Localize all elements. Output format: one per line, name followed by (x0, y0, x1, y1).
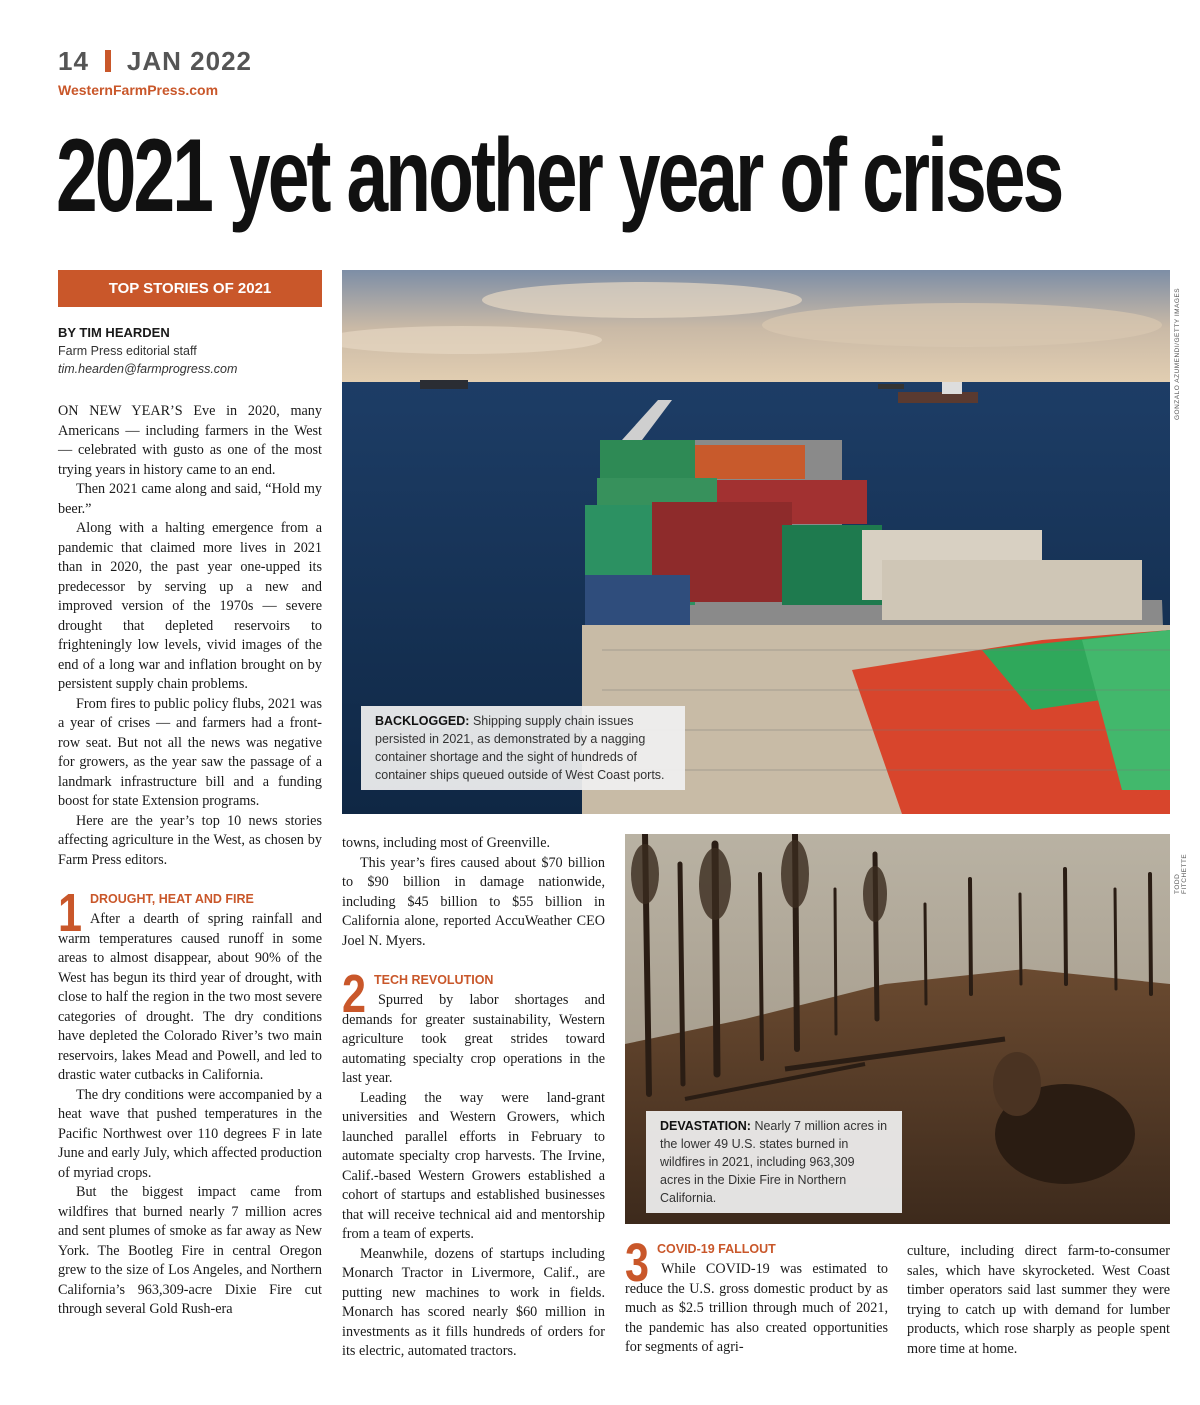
section-kicker: TOP STORIES OF 2021 (58, 270, 322, 307)
page-number: 14 (58, 46, 89, 76)
story-title: COVID-19 FALLOUT (657, 1242, 776, 1256)
photo-credit: TODD FITCHETTE (1174, 853, 1188, 894)
story-3 (625, 1233, 888, 1358)
story-lead: After a dearth of spring rainfall and warm temperatures caused runoff in some areas to almost disappear, about 90% of the West has begun its third year of drought, with close to half the region in the two most severe categories of drought. The dry conditions have depleted the Colorado River’s two main reservoirs, lakes Mead and Powell, and led to drastic water cutbacks in California. (58, 911, 322, 1083)
byline-author: BY TIM HEARDEN (58, 325, 170, 340)
photo-caption (646, 1111, 902, 1213)
story-paragraph: But the biggest impact came from wildfires that burned nearly 7 million acres and sent plumes of smoke as far away as New York. The Bootleg Fire in central Oregon grew to the size of Los Angeles, and Northern California’s 963,309-acre Dixie Fire cut through several Gold Rush-era (58, 1184, 322, 1317)
story-paragraph: Meanwhile, dozens of startups including Monarch Tractor in Livermore, Calif., are putting new machines to work in fields. Monarch has scored nearly $60 million in investments as it fills hundreds of orders for its electric, automated tractors. (342, 1245, 605, 1359)
story-2 (342, 964, 605, 1362)
column-1 (58, 402, 322, 1320)
story-title: DROUGHT, HEAT AND FIRE (90, 892, 254, 906)
story-lead: Spurred by labor shortages and demands for greater sustainability, Western agriculture took great strides toward automating specialty crop operations in the last year. (342, 992, 605, 1086)
story-number: 3 (625, 1233, 650, 1293)
intro-paragraph: From fires to public policy flubs, 2021 was a year of crises — and farmers had a front-row seat. But not all the news was negative for growers, as the year saw the passage of a landmark infrastructure bill and a funding boost for state Extension programs. (58, 695, 322, 809)
byline-email[interactable]: tim.hearden@farmprogress.com (58, 362, 238, 376)
issue-header (58, 46, 252, 77)
story-paragraph-continued: towns, including most of Greenville. (342, 835, 551, 851)
caption-text: Shipping supply chain issues persisted in 2021, as demonstrated by a nagging container shortage and the sight of hundreds of container ships queued outside of West Coast ports. (375, 714, 665, 782)
photo-credit: GONZALO AZUMENDI/GETTY IMAGES (1174, 287, 1181, 420)
headline: 2021 yet another year of crises (56, 118, 1062, 234)
site-url[interactable]: WesternFarmPress.com (58, 82, 219, 98)
story-title: TECH REVOLUTION (374, 973, 494, 987)
intro-paragraph: Along with a halting emergence from a pandemic that claimed more lives in 2021 than in 2020, the past year one-upped its predecessor by serving up a new and improved version of the 1970s — severe drought that depleted reservoirs to frighteningly low levels, vivid images of the end of a long war and inflation brought on by persistent supply chain problems. (58, 520, 322, 692)
issue-date: JAN 2022 (126, 46, 252, 76)
story-number: 1 (58, 883, 83, 943)
column-4 (907, 1242, 1170, 1359)
story-1 (58, 883, 322, 1320)
story-paragraph-continued: culture, including direct farm-to-consumer sales, which have skyrocketed. West Coast timber operators said last summer they were trying to catch up with demand for lumber products, which rose sharply as people spent more time at home. (907, 1243, 1170, 1357)
byline-role: Farm Press editorial staff (58, 344, 197, 358)
story-lead: While COVID-19 was estimated to reduce the U.S. gross domestic product by as much as $2.5 trillion through much of 2021, the pandemic has also created opportunities for segments of agri- (625, 1261, 888, 1355)
header-divider (105, 50, 111, 72)
column-2 (342, 834, 605, 1362)
story-number: 2 (342, 964, 367, 1024)
story-paragraph: The dry conditions were accompanied by a heat wave that pushed temperatures in the Pacific Northwest over 110 degrees F in late June and early July, which affected production of myriad crops. (58, 1086, 322, 1181)
caption-text: Nearly 7 million acres in the lower 49 U.S. states burned in wildfires in 2021, including 963,309 acres in the Dixie Fire in Northern California. (660, 1119, 888, 1205)
wildfire-photo (625, 834, 1170, 1224)
caption-label: DEVASTATION: (660, 1119, 751, 1133)
photo-caption (361, 706, 685, 790)
intro-paragraph: Then 2021 came along and said, “Hold my beer.” (58, 481, 322, 517)
caption-label: BACKLOGGED: (375, 714, 470, 728)
story-paragraph: Leading the way were land-grant universities and Western Growers, which launched parallel efforts in February to automate specialty crop harvests. The Irvine, Calif.-based Western Growers established a cohort of startups and established businesses that will receive technical aid and mentorship from a team of experts. (342, 1089, 605, 1242)
intro-paragraph: ON NEW YEAR’S Eve in 2020, many Americans — including farmers in the West — celebrated with gusto as one of the most trying years in history came to an end. (58, 403, 322, 478)
story-paragraph: This year’s fires caused about $70 billion to $90 billion in damage nationwide, including $45 billion to $55 billion in California alone, reported AccuWeather CEO Joel N. Myers. (342, 854, 605, 949)
container-ship-photo (342, 270, 1170, 814)
intro-paragraph: Here are the year’s top 10 news stories affecting agriculture in the West, as chosen by Farm Press editors. (58, 812, 322, 868)
column-3 (625, 1233, 888, 1358)
